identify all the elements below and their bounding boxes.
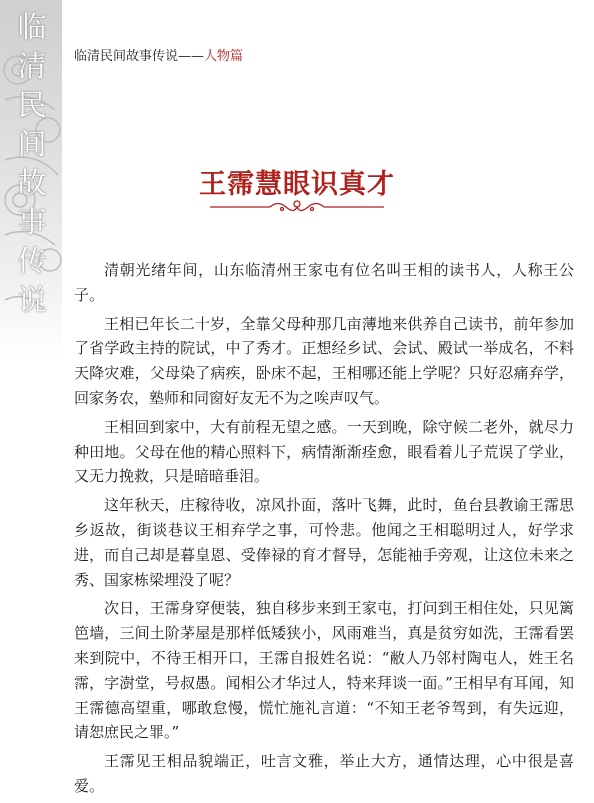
vertical-title-char: 事 [17, 205, 47, 239]
vertical-title-char: 间 [17, 127, 47, 161]
header-separator: —— [178, 49, 205, 64]
vertical-title-char: 传 [17, 244, 47, 278]
running-header [74, 45, 243, 64]
vertical-title-char: 说 [17, 283, 47, 317]
paragraph: 王霈见王相品貌端正，吐言文雅，举止大方，通情达理，心中很是喜爱。 [74, 752, 574, 795]
vertical-title-char: 临 [17, 10, 47, 44]
vertical-title-char: 故 [17, 166, 47, 200]
paragraph: 王相已年长二十岁，全靠父母种那几亩薄地来供养自己读书，前年参加了省学政主持的院试，中了秀才。正想经乡试、会试、殿试一举成名，不料天降灾难，父母染了病疾，卧床不起，王相哪还能上学呢？只好忍痛弃学，回家务农，塾师和同窗好友无不为之唉声叹气。 [74, 314, 574, 407]
header-series: 临清民间故事传说 [74, 49, 179, 64]
article-body [74, 258, 574, 803]
paragraph: 清朝光绪年间，山东临清州王家屯有位名叫王相的读书人，人称王公子。 [74, 261, 574, 304]
vertical-title-char: 清 [17, 49, 47, 83]
vertical-title-char: 民 [17, 88, 47, 122]
header-section: 人物篇 [204, 49, 244, 64]
title-ornament-icon [210, 198, 384, 216]
paragraph: 王相回到家中，大有前程无望之感。一天到晚，除守候二老外，就尽力种田地。父母在他的精心照料下，病情渐渐痊愈，眼看着儿子荒误了学业，又无力挽救，只是暗暗垂泪。 [74, 417, 574, 486]
article-title: 王霈慧眼识真才 [199, 169, 395, 200]
paragraph: 次日，王霈身穿便装，独自移步来到王家屯，打问到王相住处，只见篱笆墙，三间土阶茅屋是那样低矮狭小，风雨难当，真是贫穷如洗，王霈看罢来到院中，不待王相开口，王霈自报姓名说：“敝人乃邻村陶屯人，姓王名霈，字澍堂，号叔愚。闻相公才华过人，特来拜谈一面。”王相早有耳闻，知王霈德高望重，哪敢怠慢，慌忙施礼言道：“不知王老爷驾到，有失远迎，请恕庶民之罪。” [74, 599, 574, 742]
paragraph: 这年秋天，庄稼待收，凉风扑面，落叶飞舞，此时，鱼台县教谕王霈思乡返故，街谈巷议王相弃学之事，可怜悲。他闻之王相聪明过人，好学求进，而自己却是暮皇恩、受俸禄的育才督导，怎能袖手旁观，让这位未来之秀、国家栋梁埋没了呢？ [74, 496, 574, 589]
